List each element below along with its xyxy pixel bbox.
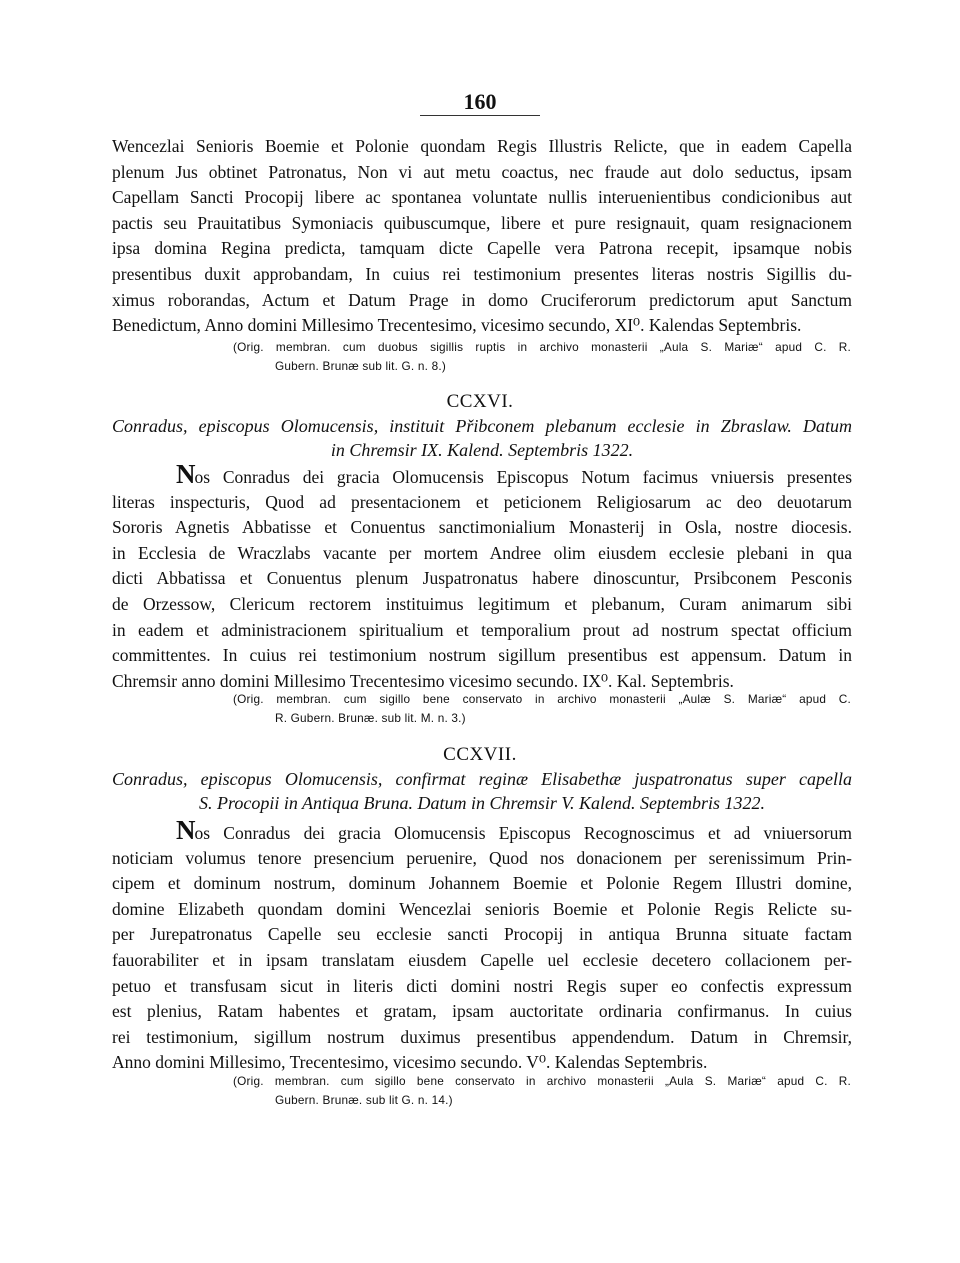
text-line: presentibus duxit approbandam, In cuius rei testimonium presentes literas nostris Sigillis du-: [112, 263, 852, 284]
initial-letter: N: [176, 820, 195, 845]
summary-line: S. Procopii in Antiqua Bruna. Datum in Chremsir V. Kalend. Septembris 1322.: [199, 793, 765, 813]
text-line: rei testimonium, sigillum nostrum duximus presentibus appendendum. Datum in Chremsir,: [112, 1026, 852, 1047]
source-note: [233, 1072, 851, 1110]
charter-summary: [112, 767, 852, 815]
text-line: plenum Jus obtinet Patronatus, Non vi aut metu coactus, nec fraude aut dolo seductus, ipsam: [112, 161, 852, 182]
text-line: committentes. In cuius rei testimonium nostrum sigillum presentibus est appensum. Datum in: [112, 645, 852, 666]
text-line: Capellam Sancti Procopij libere ac spontanea voluntate nullis interuenientibus condicionibus aut: [112, 187, 852, 208]
text-line: [112, 464, 852, 490]
text-line: ipsa domina Regina predicta, tamquam dicte Capelle vera Patrona recepit, ipsamque nobis: [112, 238, 852, 259]
charter-number: CCXVII.: [443, 744, 517, 765]
note-line: (Orig. membran. cum sigillo bene conservato in archivo monasterii „Aula S. Mariæ“ apud C. R.: [233, 1074, 851, 1088]
first-line-text: os Conradus dei gracia Olomucensis Episcopus Notum facimus vniuersis presentes: [194, 467, 852, 487]
charter-number: CCXVI.: [446, 391, 514, 412]
initial-letter: N: [176, 464, 195, 489]
text-line: est plenius, Ratam habentes et gratam, ipsam auctoritate ordinaria confirmanus. In cuius: [112, 1001, 852, 1022]
charter-text: [112, 464, 852, 694]
text-line: petuo et transfusam sicut in literis dicti domini nostri Regis super eo confectis expressum: [112, 975, 852, 996]
text-line: de Orzessow, Clericum rectorem instituimus legitimum et plebanum, Curam animarum sibi: [112, 593, 852, 614]
note-line: (Orig. membran. cum sigillo bene conservato in archivo monasterii „Aulæ S. Mariæ“ apud C.: [233, 692, 851, 706]
summary-line: Conradus, episcopus Olomucensis, confirmat reginæ Elisabethæ juspatronatus super capella: [112, 769, 852, 789]
charter-summary: [112, 414, 852, 462]
text-line: Anno domini Millesimo, Trecentesimo, vicesimo secundo. V⁰. Kalendas Septembris.: [112, 1052, 708, 1073]
charter-text: [112, 820, 852, 1076]
text-line: Benedictum, Anno domini Millesimo Trecentesimo, vicesimo secundo, XI⁰. Kalendas Septembris.: [112, 315, 802, 336]
text-line: pactis seu Prauitatibus Symoniacis quibuscumque, libere et pure resignauit, quam resignacionem: [112, 212, 852, 233]
text-line: literas inspecturis, Quod ad presentacionem et peticionem Religiosarum ac deo deuotarum: [112, 491, 852, 512]
note-line: (Orig. membran. cum duobus sigillis ruptis in archivo monasterii „Aula S. Mariæ“ apud C. R.: [233, 340, 851, 354]
text-line: dicti Abbatissa et Conuentus plenum Juspatronatus habere dinoscuntur, Prsibconem Pesconis: [112, 568, 852, 589]
note-line: Gubern. Brunæ. sub lit G. n. 14.): [275, 1093, 453, 1107]
summary-line: Conradus, episcopus Olomucensis, instituit Přibconem plebanum ecclesie in Zbraslaw. Datum: [112, 416, 852, 436]
text-line: Wencezlai Senioris Boemie et Polonie quondam Regis Illustris Relicte, que in eadem Capella: [112, 136, 852, 156]
text-line: Chremsir anno domini Millesimo Trecentesimo vicesimo secundo. IX⁰. Kal. Septembris.: [112, 670, 734, 691]
text-line: Sororis Agnetis Abbatisse et Conuentus sanctimonialium Monasterij in Osla, nostre diocesis.: [112, 517, 852, 538]
source-note: [233, 338, 851, 376]
text-line: noticiam volumus tenore presencium peruenire, Quod nos donacionem per serenissimum Prin-: [112, 847, 852, 868]
page-number-rule: [420, 115, 540, 116]
note-line: R. Gubern. Brunæ. sub lit. M. n. 3.): [275, 711, 466, 725]
text-line: [112, 820, 852, 846]
note-line: Gubern. Brunæ sub lit. G. n. 8.): [275, 359, 446, 373]
text-line: ximus roborandas, Actum et Datum Prage in domo Cruciferorum predictorum aput Sanctum: [112, 289, 852, 310]
continued-charter-text: [112, 134, 852, 339]
first-line-text: os Conradus dei gracia Olomucensis Episcopus Recognoscimus et ad vniuersorum: [194, 823, 852, 843]
page-number: 160: [463, 89, 497, 114]
text-line: domine Elizabeth quondam domini Wencezlai senioris Boemie et Polonie Regis Relicte su-: [112, 898, 852, 919]
source-note: [233, 690, 851, 728]
text-line: per Jurepatronatus Capelle seu ecclesie sancti Procopij in antiqua Brunna situate factam: [112, 924, 852, 945]
text-line: in eadem et administracionem spiritualium et temporalium prout ad nostrum spectat officium: [112, 619, 852, 640]
text-line: cipem et dominum nostrum, dominum Johannem Boemie et Polonie Regem Illustri domine,: [112, 873, 852, 894]
text-line: in Ecclesia de Wraczlabs vacante per mortem Andree olim eiusdem ecclesie plebani in qua: [112, 542, 852, 563]
summary-line: in Chremsir IX. Kalend. Septembris 1322.: [330, 440, 634, 460]
text-line: fauorabiliter et in ipsam translatam eiusdem Capelle uel ecclesie decetero collacionem per-: [112, 949, 852, 970]
